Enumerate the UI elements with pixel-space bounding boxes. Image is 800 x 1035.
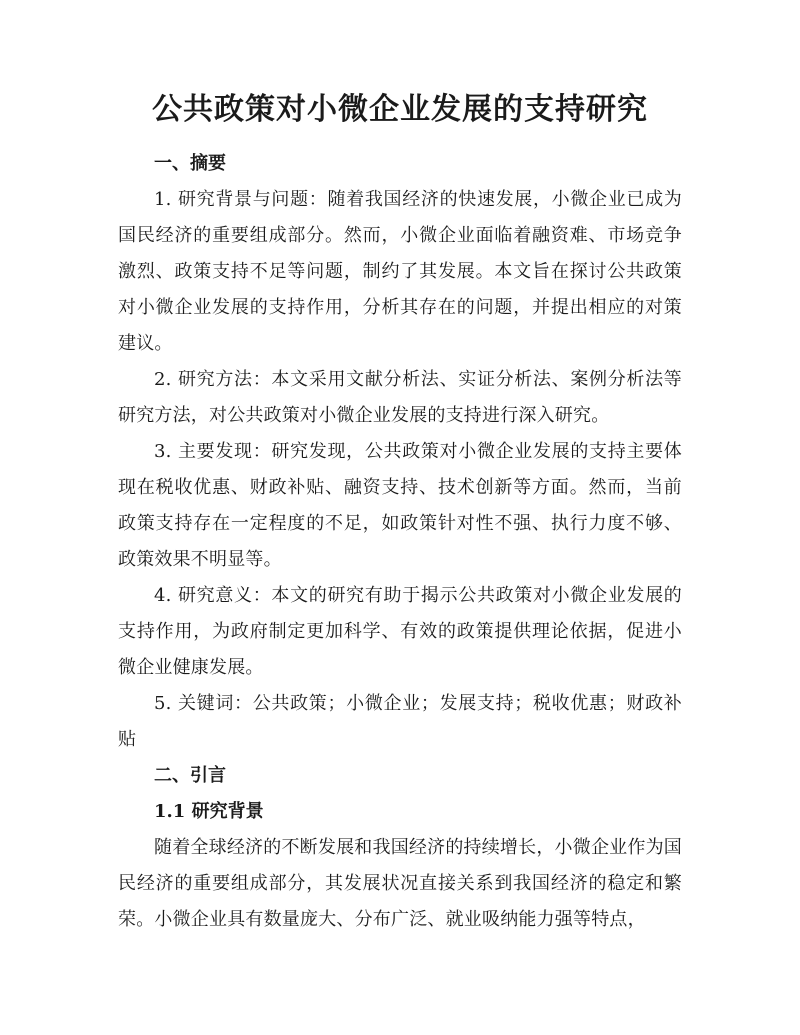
title-spacer xyxy=(118,132,682,146)
abstract-heading: 一、摘要 xyxy=(154,153,226,174)
abstract-item-significance: 4. 研究意义：本文的研究有助于揭示公共政策对小微企业发展的支持作用，为政府制定更加科学、有效的政策提供理论依据，促进小微企业健康发展。 xyxy=(118,585,682,678)
introduction-heading: 二、引言 xyxy=(154,765,226,786)
introduction-paragraph: 随着全球经济的不断发展和我国经济的持续增长，小微企业作为国民经济的重要组成部分，其发展状况直接关系到我国经济的稳定和繁荣。小微企业具有数量庞大、分布广泛、就业吸纳能力强等特点， xyxy=(118,837,682,930)
abstract-item-findings: 3. 主要发现：研究发现，公共政策对小微企业发展的支持主要体现在税收优惠、财政补贴、融资支持、技术创新等方面。然而，当前政策支持存在一定程度的不足，如政策针对性不强、执行力度不够、政策效果不明显等。 xyxy=(118,441,682,570)
introduction-section xyxy=(118,758,682,938)
abstract-item-method: 2. 研究方法：本文采用文献分析法、实证分析法、案例分析法等研究方法，对公共政策对小微企业发展的支持进行深入研究。 xyxy=(118,369,682,426)
document-title: 公共政策对小微企业发展的支持研究 xyxy=(152,92,648,127)
abstract-section xyxy=(118,146,682,758)
abstract-item-background: 1. 研究背景与问题：随着我国经济的快速发展，小微企业已成为国民经济的重要组成部分。然而，小微企业面临着融资难、市场竞争激烈、政策支持不足等问题，制约了其发展。本文旨在探讨公共政策对小微企业发展的支持作用，分析其存在的问题，并提出相应的对策建议。 xyxy=(118,189,682,354)
abstract-item-keywords: 5. 关键词：公共政策；小微企业；发展支持；税收优惠；财政补贴 xyxy=(118,693,682,750)
introduction-subheading: 1.1 研究背景 xyxy=(154,801,264,822)
